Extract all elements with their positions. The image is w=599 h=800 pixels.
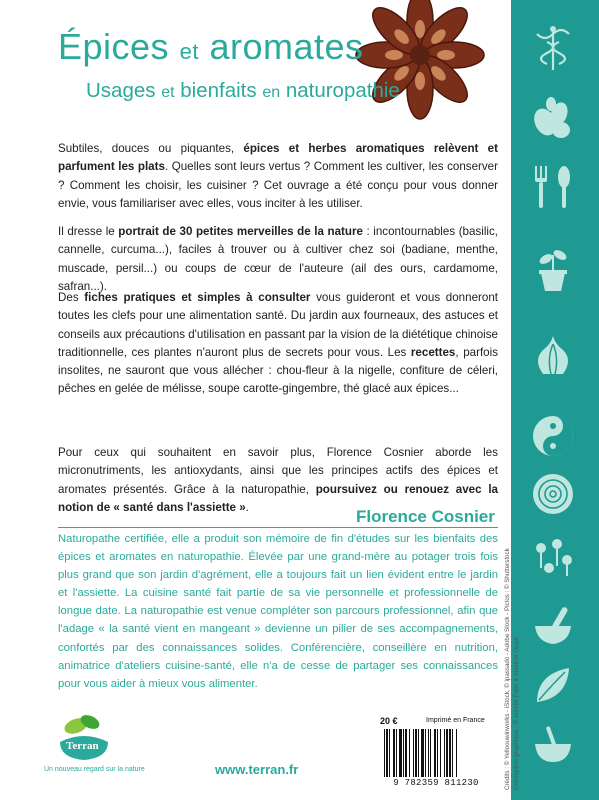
text-run: recettes xyxy=(410,345,456,359)
barcode-bar xyxy=(449,729,451,777)
barcode-bar xyxy=(428,729,429,777)
title-word-3: aromates xyxy=(209,26,364,67)
blurb-paragraph-3 xyxy=(58,289,498,399)
text-run: . xyxy=(245,500,249,514)
barcode-bar xyxy=(430,729,431,777)
text-run: poursuivez ou renouez avec la notion de « santé dans l'assiette » xyxy=(58,482,498,514)
barcode-bar xyxy=(399,729,402,777)
text-run: épices et herbes aromatiques relèvent et parfument les plats xyxy=(58,142,498,174)
printed-in: Imprimé en France xyxy=(426,717,485,724)
barcode xyxy=(380,729,492,781)
barcode-bar xyxy=(413,729,414,777)
blurb-paragraph-1 xyxy=(58,140,498,213)
barcode-bar xyxy=(396,729,397,777)
barcode-bar xyxy=(384,729,385,777)
subtitle-part-3: bienfaits xyxy=(180,79,257,102)
author-bio: Naturopathe certifiée, elle a produit son mémoire de fin d'études sur les bienfaits des épices et aromates en naturopathie. Élevée par une grand-mère au potager trois fois plus grand que son jardin d'agrément, elle a toujours fait un lien évident entre le jardin et l'assiette. La cuisine santé fait partie de sa vie personnelle et professionnelle de longue date. La naturopathie est venue compléter son parcours professionnel, afin que l'adage « la santé vient en mangeant » devienne un pilier de ses accompagnements, confortés par des connaissances solides. Conférencière, conseillère en nutrition, animatrice d'ateliers cuisine-santé, elle n'a de cesse de partager ses connaissances pour vous aider à mieux vous alimenter. xyxy=(58,533,498,690)
spice-icon xyxy=(527,530,579,582)
caduceus-icon xyxy=(527,22,579,74)
subtitle-part-2: et xyxy=(161,84,175,101)
author-name: Florence Cosnier xyxy=(356,507,495,526)
text-run: Subtiles, douces ou piquantes, xyxy=(58,142,244,155)
barcode-bar xyxy=(446,729,448,777)
barcode-bar xyxy=(456,729,457,777)
publisher-url: www.terran.fr xyxy=(215,762,299,777)
yin-yang-icon xyxy=(527,410,579,462)
subtitle-part-4: en xyxy=(262,84,281,101)
terran-logo xyxy=(58,712,110,762)
barcode-bar xyxy=(405,729,407,777)
mortar-icon xyxy=(527,600,579,652)
barcode-bar xyxy=(444,729,445,777)
onion-icon xyxy=(527,468,579,520)
author-divider xyxy=(58,527,498,528)
text-run: Il dresse le xyxy=(58,225,119,238)
text-run: Pour ceux qui souhaitent en savoir plus, Florence Cosnier aborde les micronutriments, les antioxydants, ainsi que les principes actifs des épices et aromates présentés. Grâce à la naturopathie, xyxy=(58,446,498,496)
blurb-paragraph-2 xyxy=(58,223,498,296)
publisher-tagline: Un nouveau regard sur la nature xyxy=(44,766,145,773)
subtitle-part-5: naturopathie xyxy=(285,79,400,102)
barcode-bar xyxy=(434,729,436,777)
barcode-bar xyxy=(415,729,417,777)
isbn-digits: 9 782359 811230 xyxy=(393,778,479,788)
bowl-icon xyxy=(527,720,579,772)
barcode-bar xyxy=(389,729,390,777)
barcode-bar xyxy=(393,729,395,777)
credits-line-1: Crédits : © Yelloouwinworks - iStock, © ipassado - Adobe Stock - Pictos : © Shutterstock xyxy=(504,548,511,790)
text-run: , parfois insolites, ne sauront que vous allécher : chou-fleur à la nigelle, confiture de céleri, pêches en gelée de mélisse, soupe carotte-gingembre, thé glacé aux épices... xyxy=(58,345,498,396)
title-word-2: et xyxy=(179,39,199,64)
price: 20 € xyxy=(380,716,398,726)
book-title xyxy=(58,26,364,68)
barcode-bar xyxy=(440,729,441,777)
cutlery-icon xyxy=(527,160,579,212)
barcode-bar xyxy=(386,729,388,777)
leaf-icon xyxy=(527,660,579,712)
ginger-root-icon xyxy=(527,92,579,144)
potted-plant-icon xyxy=(527,243,579,295)
barcode-bar xyxy=(452,729,453,777)
text-run: Des xyxy=(58,291,85,304)
barcode-bar xyxy=(403,729,404,777)
text-run: : incontournables (basilic, cannelle, curcuma...), faciles à trouver ou à cultiver chez soi (badiane, menthe, muscade, persil...) ou coups de cœur de l'auteure (ail des ours, cardamome, safran...). xyxy=(58,225,498,293)
text-run: portrait de 30 petites merveilles de la nature xyxy=(118,225,363,238)
title-word-1: Épices xyxy=(58,26,170,67)
credits-line-2: Conception graphique : © Aurélie Pailo & Maxime Oppa xyxy=(512,637,520,790)
text-run: fiches pratiques et simples à consulter xyxy=(84,291,311,304)
book-subtitle xyxy=(86,79,400,103)
barcode-bar xyxy=(409,729,410,777)
subtitle-part-1: Usages xyxy=(86,79,156,102)
star-anise-icon xyxy=(300,0,510,140)
barcode-bar xyxy=(437,729,438,777)
garlic-icon xyxy=(527,330,579,382)
barcode-bar xyxy=(425,729,426,777)
image-credits xyxy=(504,520,521,790)
barcode-bar xyxy=(421,729,424,777)
text-run: . Quelles sont leurs vertus ? Comment les cultiver, les conserver ? Comment les choisir, les cuisiner ? Cet ouvrage a été conçu pour vous donner envie, vous familiariser avec elles, vous inciter à les utiliser. xyxy=(58,160,498,210)
barcode-bar xyxy=(418,729,419,777)
terran-logo-text: Terran xyxy=(66,740,99,752)
text-run: vous guideront et vous donneront toutes les clefs pour une alimentation santé. Du jardin aux fourneaux, des astuces et conseils aux précautions d'utilisation en passant par la vision de la diététique chinoise traditionnelle, ces plantes n'auront plus de secrets pour vous. Les xyxy=(58,291,498,359)
